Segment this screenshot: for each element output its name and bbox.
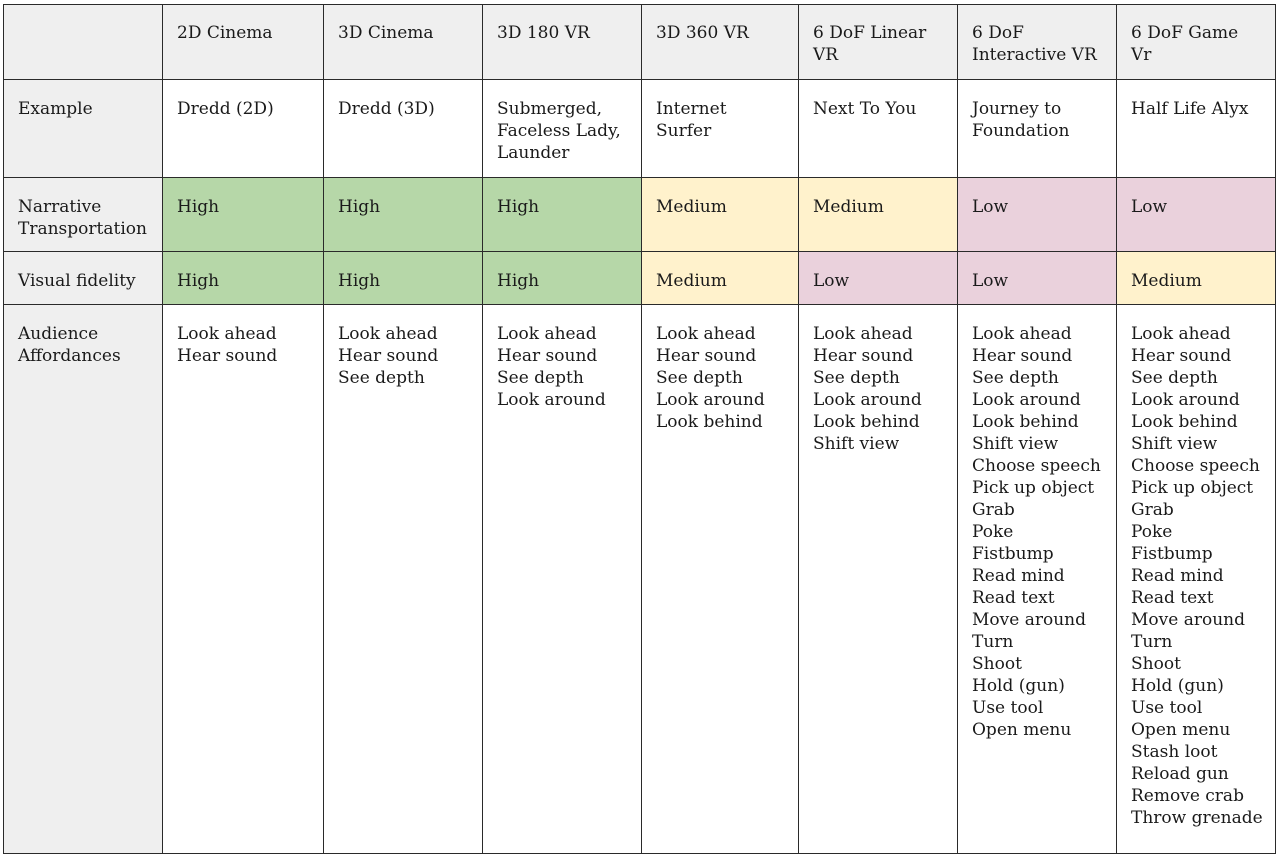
affordance-item: Look ahead — [972, 324, 1072, 344]
affordance-item: Move around — [1131, 610, 1245, 630]
narrative-cell: High — [163, 178, 324, 252]
affordance-item: Read mind — [1131, 566, 1224, 586]
narrative-cell: High — [483, 178, 642, 252]
affordance-item: Look around — [1131, 390, 1240, 410]
affordance-item: Look ahead — [813, 324, 913, 344]
affordance-item: Open menu — [1131, 720, 1231, 740]
column-header: 3D 360 VR — [642, 5, 799, 80]
affordance-item: See depth — [656, 368, 743, 388]
column-header: 3D Cinema — [324, 5, 483, 80]
affordance-item: Shoot — [972, 654, 1022, 674]
narrative-cell: Medium — [642, 178, 799, 252]
row-header-audience: Audience Affordances — [4, 305, 163, 854]
affordance-item: Read mind — [972, 566, 1065, 586]
comparison-table — [3, 4, 1276, 854]
example-cell: Dredd (2D) — [163, 80, 324, 178]
affordance-cell — [324, 305, 483, 854]
affordance-item: Hear sound — [656, 346, 757, 366]
visual-cell: Low — [958, 252, 1117, 305]
affordance-item: Shift view — [972, 434, 1059, 454]
affordance-item: Turn — [972, 632, 1014, 652]
affordance-item: Look behind — [1131, 412, 1238, 432]
affordance-item: Look around — [497, 390, 606, 410]
affordance-item: See depth — [1131, 368, 1218, 388]
affordance-item: Hear sound — [338, 346, 439, 366]
affordance-item: Pick up object — [972, 478, 1095, 498]
affordance-item: Look around — [656, 390, 765, 410]
row-header-narrative: Narrative Transportation — [4, 178, 163, 252]
affordance-item: Look around — [813, 390, 922, 410]
visual-cell: Low — [799, 252, 958, 305]
affordance-item: See depth — [497, 368, 584, 388]
visual-cell: Medium — [642, 252, 799, 305]
affordance-item: Remove crab — [1131, 786, 1244, 806]
affordance-item: Hold (gun) — [972, 676, 1065, 696]
affordance-item: Poke — [1131, 522, 1173, 542]
affordance-cell — [163, 305, 324, 854]
affordance-item: Grab — [1131, 500, 1174, 520]
affordance-item: Move around — [972, 610, 1086, 630]
column-header: 3D 180 VR — [483, 5, 642, 80]
narrative-cell: Medium — [799, 178, 958, 252]
affordance-item: Look around — [972, 390, 1081, 410]
affordance-item: Pick up object — [1131, 478, 1254, 498]
affordance-item: Choose speech — [972, 456, 1101, 476]
affordance-item: Reload gun — [1131, 764, 1229, 784]
column-header: 6 DoF Game Vr — [1117, 5, 1276, 80]
affordance-item: Poke — [972, 522, 1014, 542]
affordance-item: Shift view — [813, 434, 900, 454]
affordance-item: Hear sound — [177, 346, 278, 366]
narrative-row — [4, 178, 1276, 252]
affordance-item: Turn — [1131, 632, 1173, 652]
affordance-item: Use tool — [1131, 698, 1203, 718]
affordance-item: Grab — [972, 500, 1015, 520]
affordance-cell — [1117, 305, 1276, 854]
affordance-item: Fistbump — [1131, 544, 1213, 564]
affordance-cell — [642, 305, 799, 854]
affordance-item: Look behind — [656, 412, 763, 432]
visual-cell: Medium — [1117, 252, 1276, 305]
affordance-item: Fistbump — [972, 544, 1054, 564]
affordance-item: Look ahead — [338, 324, 438, 344]
narrative-cell: Low — [1117, 178, 1276, 252]
column-header: 6 DoF Linear VR — [799, 5, 958, 80]
affordance-item: Hear sound — [497, 346, 598, 366]
affordance-item: Shift view — [1131, 434, 1218, 454]
row-header-example: Example — [4, 80, 163, 178]
affordance-item: Hold (gun) — [1131, 676, 1224, 696]
affordance-item: Choose speech — [1131, 456, 1260, 476]
affordance-item: Use tool — [972, 698, 1044, 718]
affordance-item: Throw grenade — [1131, 808, 1263, 828]
column-header: 2D Cinema — [163, 5, 324, 80]
affordance-item: Hear sound — [813, 346, 914, 366]
affordance-item: Read text — [1131, 588, 1214, 608]
affordance-item: Shoot — [1131, 654, 1181, 674]
affordance-item: Hear sound — [1131, 346, 1232, 366]
example-cell: Half Life Alyx — [1117, 80, 1276, 178]
example-cell: Next To You — [799, 80, 958, 178]
example-cell: Dredd (3D) — [324, 80, 483, 178]
affordances-row — [4, 305, 1276, 854]
affordance-item: Look ahead — [656, 324, 756, 344]
affordance-cell — [958, 305, 1117, 854]
affordance-item: Hear sound — [972, 346, 1073, 366]
affordance-item: See depth — [338, 368, 425, 388]
affordance-item: Look behind — [813, 412, 920, 432]
affordance-cell — [799, 305, 958, 854]
affordance-item: Look ahead — [497, 324, 597, 344]
affordance-item: Look ahead — [1131, 324, 1231, 344]
header-row — [4, 5, 1276, 80]
affordance-cell — [483, 305, 642, 854]
affordance-item: Look behind — [972, 412, 1079, 432]
visual-cell: High — [163, 252, 324, 305]
column-header: 6 DoF Interactive VR — [958, 5, 1117, 80]
affordance-item: Open menu — [972, 720, 1072, 740]
row-header-visual: Visual fidelity — [4, 252, 163, 305]
affordance-item: See depth — [813, 368, 900, 388]
example-row — [4, 80, 1276, 178]
visual-fidelity-row — [4, 252, 1276, 305]
example-cell: Journey to Foundation — [958, 80, 1117, 178]
affordance-item: See depth — [972, 368, 1059, 388]
example-cell: Submerged, Faceless Lady, Launder — [483, 80, 642, 178]
narrative-cell: Low — [958, 178, 1117, 252]
affordance-item: Read text — [972, 588, 1055, 608]
narrative-cell: High — [324, 178, 483, 252]
visual-cell: High — [483, 252, 642, 305]
affordance-item: Look ahead — [177, 324, 277, 344]
corner-cell — [4, 5, 163, 80]
visual-cell: High — [324, 252, 483, 305]
example-cell: Internet Surfer — [642, 80, 799, 178]
affordance-item: Stash loot — [1131, 742, 1218, 762]
